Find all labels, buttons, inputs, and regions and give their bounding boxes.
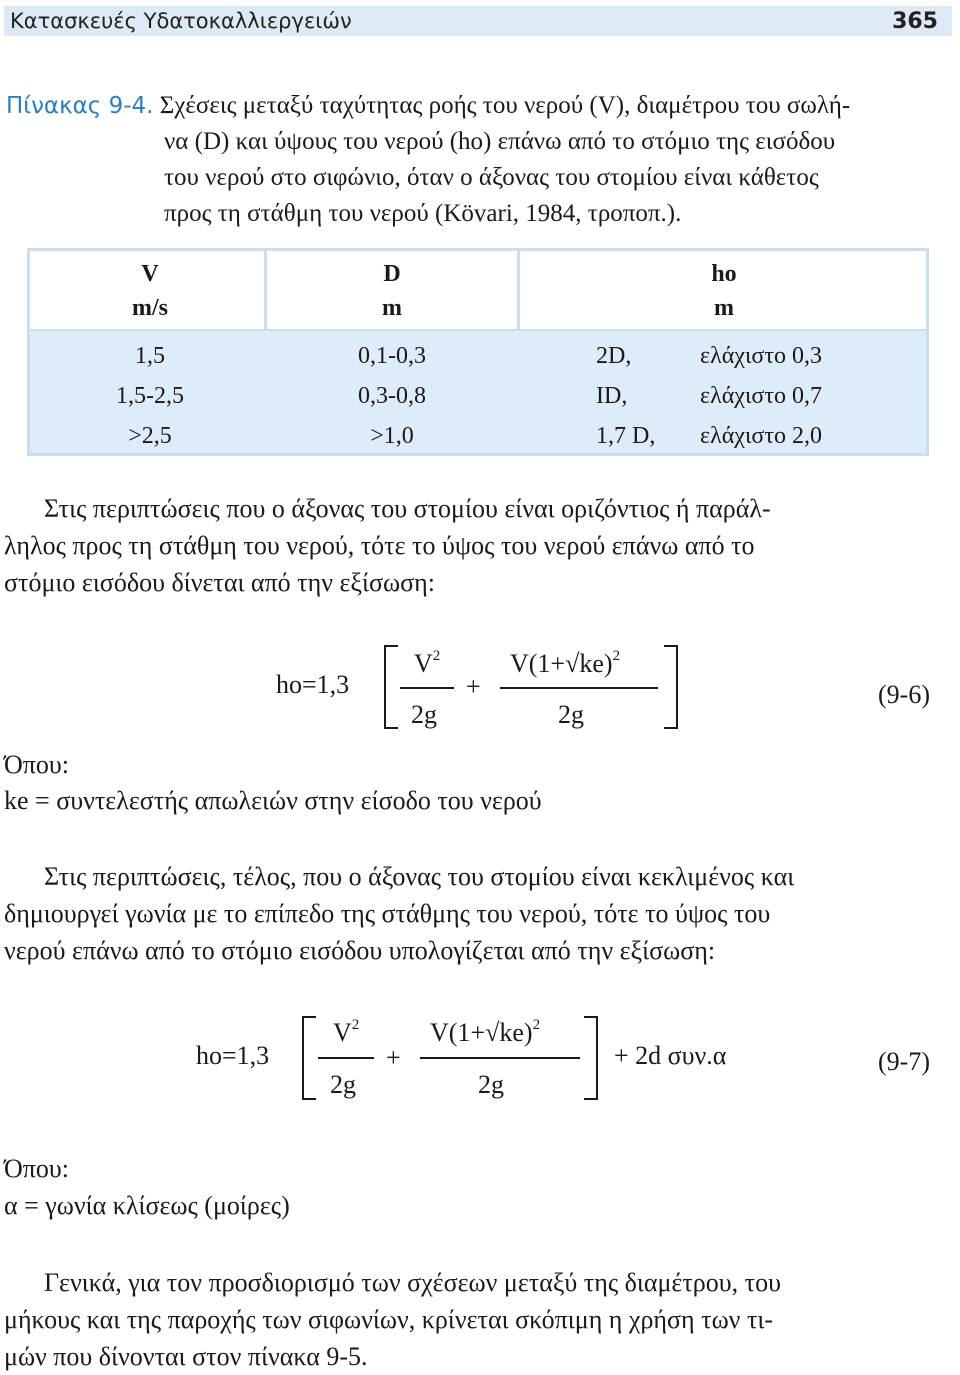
eq1-lhs: ho=1,3 bbox=[276, 670, 350, 699]
table-header bbox=[30, 251, 926, 329]
cell-d: >1,0 bbox=[370, 423, 414, 449]
header-v-unit: m/s bbox=[132, 295, 168, 321]
cell-ho-minimum: ελάχιστο 0,7 bbox=[700, 383, 822, 409]
fraction-bar bbox=[400, 687, 454, 689]
paragraph-1-line-2: ληλος προς τη στάθμη του νερού, τότε το ύψος του νερού επάνω από το bbox=[4, 531, 755, 560]
eq1-numerator-2: $V(1+√ke)^2$ bbox=[510, 648, 621, 678]
cell-v: >2,5 bbox=[128, 423, 172, 449]
table-body bbox=[30, 331, 926, 453]
paragraph-3-line-1: Γενικά, για τον προσδιορισμό των σχέσεων μεταξύ της διαμέτρου, του bbox=[44, 1268, 781, 1297]
header-ho-unit: m bbox=[714, 295, 734, 321]
page-header bbox=[4, 6, 952, 36]
eq2-lhs: ho=1,3 bbox=[196, 1041, 270, 1070]
cell-v: 1,5-2,5 bbox=[116, 383, 184, 409]
eq1-plus: + bbox=[466, 672, 481, 701]
fraction-bar bbox=[318, 1057, 374, 1059]
data-table bbox=[27, 248, 929, 456]
left-bracket bbox=[384, 645, 398, 729]
caption-line-3: του νερού στο σιφώνιο, όταν ο άξονας του στομίου είναι κάθετος bbox=[164, 164, 819, 191]
cell-ho-minimum: ελάχιστο 0,3 bbox=[700, 343, 822, 369]
paragraph-3-line-3: μών που δίνονται στον πίνακα 9-5. bbox=[4, 1342, 368, 1371]
cell-v: 1,5 bbox=[135, 343, 165, 369]
caption-line-2: να (D) και ύψους του νερού (ho) επάνω από το στόμιο της εισόδου bbox=[164, 128, 836, 155]
fraction-bar bbox=[420, 1057, 580, 1059]
header-d-unit: m bbox=[382, 295, 402, 321]
paragraph-1-line-3: στόμιο εισόδου δίνεται από την εξίσωση: bbox=[4, 568, 435, 597]
header-title: Κατασκευές Υδατοκαλλιεργειών bbox=[10, 9, 352, 33]
where-label: Όπου: bbox=[4, 750, 69, 779]
eq2-denominator-2: 2g bbox=[478, 1070, 504, 1099]
where-label: Όπου: bbox=[4, 1154, 69, 1183]
column-divider bbox=[264, 251, 267, 329]
equation-number: (9-6) bbox=[878, 680, 930, 709]
eq1-numerator-1: $V^2$ bbox=[414, 648, 441, 678]
cell-ho-multiple: 1,7 D, bbox=[596, 423, 656, 449]
eq2-plus: + bbox=[386, 1043, 401, 1072]
paragraph-3-line-2: μήκους και της παροχής των σιφωνίων, κρίνεται σκόπιμη η χρήση των τι- bbox=[4, 1305, 774, 1334]
header-v: V bbox=[141, 261, 159, 287]
cell-ho-minimum: ελάχιστο 2,0 bbox=[700, 423, 822, 449]
caption-label: Πίνακας 9-4. bbox=[6, 93, 154, 119]
fraction-bar bbox=[500, 687, 658, 689]
paragraph-3 bbox=[4, 1264, 954, 1375]
right-bracket bbox=[584, 1016, 598, 1100]
caption-line-4: προς τη στάθμη του νερού (Kövari, 1984, τροποπ.). bbox=[164, 200, 682, 227]
caption-line-1: Σχέσεις μεταξύ ταχύτητας ροής του νερού (V), διαμέτρου του σωλή- bbox=[153, 92, 851, 119]
paragraph-2-line-1: Στις περιπτώσεις, τέλος, που ο άξονας του στομίου είναι κεκλιμένος και bbox=[44, 862, 795, 891]
header-ho: ho bbox=[711, 261, 737, 287]
eq2-numerator-2: $V(1+√ke)^2$ bbox=[430, 1017, 541, 1047]
equation-number: (9-7) bbox=[878, 1047, 930, 1076]
page-number: 365 bbox=[892, 8, 938, 34]
paragraph-2-line-2: δημιουργεί γωνία με το επίπεδο της στάθμης του νερού, τότε το ύψος του bbox=[4, 899, 771, 928]
paragraph-1-line-1: Στις περιπτώσεις που ο άξονας του στομίου είναι οριζόντιος ή παράλ- bbox=[44, 494, 771, 523]
eq1-denominator-2: 2g bbox=[558, 700, 584, 729]
eq2-tail: + 2d συν.α bbox=[614, 1041, 727, 1070]
cell-ho-multiple: ID, bbox=[596, 383, 628, 409]
column-divider bbox=[517, 251, 520, 329]
paragraph-2 bbox=[4, 858, 954, 969]
where-definition: ke = συντελεστής απωλειών στην είσοδο του νερού bbox=[4, 786, 542, 815]
eq2-denominator-1: 2g bbox=[330, 1070, 356, 1099]
paragraph-2-line-3: νερού επάνω από το στόμιο εισόδου υπολογίζεται από την εξίσωση: bbox=[4, 936, 716, 965]
paragraph-1 bbox=[4, 490, 954, 601]
cell-ho-multiple: 2D, bbox=[596, 343, 632, 369]
right-bracket bbox=[664, 645, 678, 729]
header-d: D bbox=[383, 261, 401, 287]
eq2-numerator-1: $V^2$ bbox=[333, 1017, 360, 1047]
cell-d: 0,1-0,3 bbox=[358, 343, 426, 369]
where-definition: α = γωνία κλίσεως (μοίρες) bbox=[4, 1191, 290, 1220]
cell-d: 0,3-0,8 bbox=[358, 383, 426, 409]
table-caption bbox=[6, 88, 950, 232]
eq1-denominator-1: 2g bbox=[411, 700, 437, 729]
left-bracket bbox=[302, 1016, 316, 1100]
